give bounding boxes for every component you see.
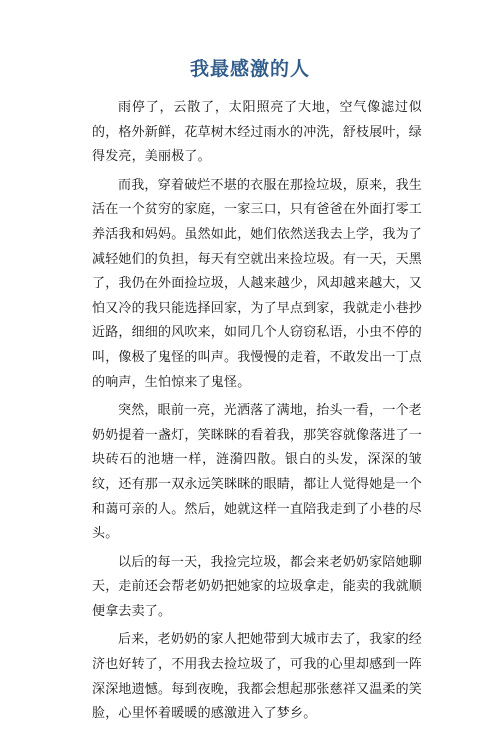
document-title: 我最感激的人 <box>189 58 310 80</box>
paragraph-2: 而我，穿着破烂不堪的衣服在那捡垃圾，原来，我生活在一个贫穷的家庭，一家三口，只有爸爸在外面打零工养活我和妈妈。虽然如此，她们依然送我去上学，我为了减轻她们的负担，每天有空就出来捡垃圾。有一天，天黑了，我仍在外面捡垃圾，人越来越少，风却越来越大，又怕又冷的我只能选择回家，为了早点到家，我就走小巷抄近路，细细的风吹来，如同几个人窃窃私语，小虫不停的叫，像极了鬼怪的叫声。我慢慢的走着，不敢发出一丁点的响声，生怕惊来了鬼怪。 <box>92 177 423 390</box>
paragraph-3: 突然，眼前一亮，光洒落了满地，抬头一看，一个老奶奶提着一盏灯，笑眯眯的看着我，那笑容就像落进了一块砖石的池塘一样，涟漪四散。银白的头发，深深的皱纹，还有那一双永远笑眯眯的眼睛，都让人觉得她是一个和蔼可亲的人。然后，她就这样一直陪我走到了小巷的尽头。 <box>92 403 423 542</box>
paragraph-4: 以后的每一天，我捡完垃圾，都会来老奶奶家陪她聊天，走前还会帮老奶奶把她家的垃圾拿走，能卖的我就顺便拿去卖了。 <box>92 554 423 619</box>
paragraph-5: 后来，老奶奶的家人把她带到大城市去了，我家的经济也好转了，不用我去捡垃圾了，可我的心里却感到一阵深深地遗憾。每到夜晚，我都会想起那张慈祥又温柔的笑脸，心里怀着暖暖的感激进入了梦乡。 <box>92 632 423 722</box>
paragraph-1: 雨停了，云散了，太阳照亮了大地，空气像滤过似的，格外新鲜，花草树木经过雨水的冲洗，舒枝展叶，绿得发亮，美丽极了。 <box>92 100 423 165</box>
document-body <box>92 96 422 731</box>
